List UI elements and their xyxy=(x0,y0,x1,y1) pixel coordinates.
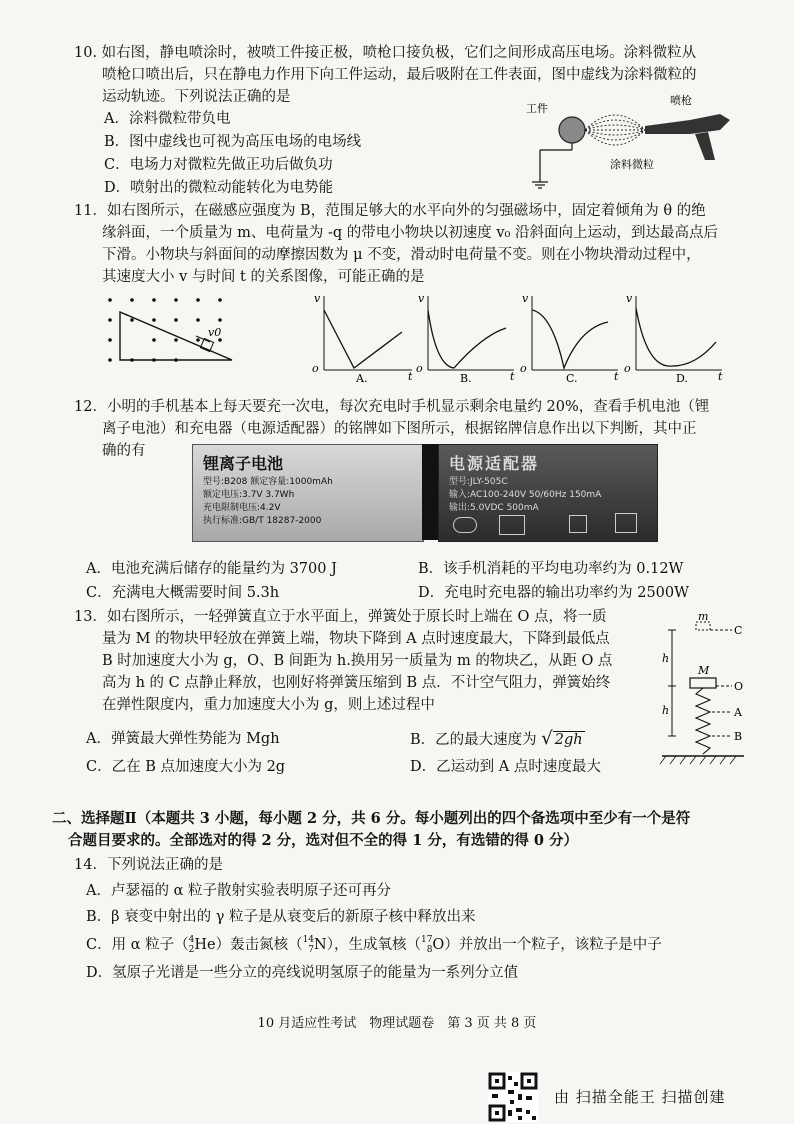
electrostatic-spray-figure xyxy=(520,90,745,190)
particle-trajectories xyxy=(585,115,645,145)
svg-text:o: o xyxy=(624,362,631,375)
graph-c xyxy=(520,292,619,385)
battery-line: 执行标准:GB/T 18287-2000 xyxy=(203,516,322,526)
workpiece-icon xyxy=(559,117,585,143)
q11-line-1: 11．如右图所示，在磁感应强度为 B，范围足够大的水平向外的匀强磁场中，固定着倾角为 θ 的绝 xyxy=(74,203,706,219)
q11-line-3: 下滑。小物块与斜面间的动摩擦因数为 μ 不变，滑动时电荷量不变。则在小物块滑动过程中， xyxy=(102,247,701,263)
adapter-line: 输出:5.0VDC 500mA xyxy=(449,503,539,513)
graph-a-label: A. xyxy=(356,372,368,385)
indoor-use-icon xyxy=(615,513,637,533)
battery-title: 锂离子电池 xyxy=(203,454,284,473)
q10-option-a: A．涂料微粒带负电 xyxy=(104,111,231,127)
svg-text:v: v xyxy=(418,292,425,305)
svg-text:v: v xyxy=(522,292,529,305)
graph-c-curve xyxy=(532,310,608,368)
nuclide-n: 14 7 xyxy=(302,935,315,955)
section-2-line-2: 合题目要求的。全部选对的得 2 分，选对但不全的得 1 分，有选错的得 0 分） xyxy=(68,832,579,849)
graph-d-label: D. xyxy=(676,372,688,385)
q12-option-a: A．电池充满后储存的能量约为 3700 J xyxy=(86,561,337,577)
label-particles: 涂料微粒 xyxy=(610,158,654,171)
block-M-icon xyxy=(690,678,716,688)
label-v0: v0 xyxy=(208,326,222,339)
q14-option-c xyxy=(86,934,662,956)
q13-option-a: A．弹簧最大弹性势能为 Mgh xyxy=(86,731,280,747)
q10-line-3: 运动轨迹。下列说法正确的是 xyxy=(102,89,291,105)
section-2-heading xyxy=(52,808,752,852)
q13-line-3: B 时加速度大小为 g，O、B 间距为 h.换用另一质量为 m 的物块乙，从距 O 点 xyxy=(102,653,613,669)
q13-line-4: 高为 h 的 C 点静止释放，也刚好将弹簧压缩到 B 点．不计空气阻力，弹簧始终 xyxy=(102,675,611,691)
q13-line-1: 13．如右图所示，一轻弹簧直立于水平面上，弹簧处于原长时上端在 O 点，将一质 xyxy=(74,609,607,625)
graph-b xyxy=(416,292,515,385)
block-m-icon xyxy=(696,622,710,630)
sqrt-icon: √ xyxy=(541,728,553,749)
q12-line-3: 确的有 xyxy=(102,443,146,459)
q14-c-he: He xyxy=(194,937,216,953)
battery-line: 充电限制电压:4.2V xyxy=(203,503,281,513)
adapter-nameplate xyxy=(438,444,658,542)
svg-text:o: o xyxy=(312,362,319,375)
spray-gun-icon xyxy=(645,114,730,134)
graph-d xyxy=(624,292,723,385)
adapter-line: 输入:AC100-240V 50/60Hz 150mA xyxy=(449,490,602,500)
q12-option-d: D．充电时充电器的输出功率约为 2500W xyxy=(418,585,690,601)
q14-c-part: C．用 α 粒子（ xyxy=(86,937,189,953)
q12-line-2: 离子电池）和充电器（电源适配器）的铭牌如下图所示，根据铭牌信息作出以下判断，其中正 xyxy=(102,421,697,437)
section-2-line-1: 二、选择题Ⅱ（本题共 3 小题，每小题 2 分，共 6 分。每小题列出的四个备选项中至少有一个是符 xyxy=(52,810,691,827)
q13-option-c: C．乙在 B 点加速度大小为 2g xyxy=(86,759,286,775)
page-footer: 10 月适应性考试 物理试题卷 第 3 页 共 8 页 xyxy=(257,1016,537,1031)
graph-a-curve xyxy=(324,310,402,368)
spring-icon xyxy=(696,688,710,754)
q13-option-d: D．乙运动到 A 点时速度最大 xyxy=(410,759,601,775)
battery-line: 型号:B208 额定容量:1000mAh xyxy=(203,477,333,487)
svg-text:t: t xyxy=(718,370,723,383)
graph-b-label: B. xyxy=(460,372,472,385)
q10-option-d: D．喷射出的微粒动能转化为电势能 xyxy=(104,180,334,196)
svg-text:o: o xyxy=(520,362,527,375)
adapter-title: 电源适配器 xyxy=(449,454,540,473)
svg-text:M: M xyxy=(698,664,710,677)
nameplate-divider xyxy=(422,444,438,540)
scanner-watermark: 由 扫描全能王 扫描创建 xyxy=(554,1088,726,1106)
q14-c-n: N xyxy=(314,937,327,953)
svg-text:C: C xyxy=(734,624,743,637)
q14-c-part: ），生成氧核（ xyxy=(326,937,421,953)
svg-text:t: t xyxy=(510,370,515,383)
battery-nameplate xyxy=(192,444,424,542)
svg-text:O: O xyxy=(734,680,744,693)
label-workpiece: 工件 xyxy=(526,102,548,115)
question-14-stem: 14．下列说法正确的是 xyxy=(74,857,223,873)
q10-line-2: 喷枪口喷出后，只在静电力作用下向工件运动，最后吸附在工件表面，图中虚线为涂料微粒的 xyxy=(102,67,697,83)
svg-text:t: t xyxy=(614,370,619,383)
label-gun: 喷枪 xyxy=(670,94,692,107)
certification-mark-icon xyxy=(453,517,477,533)
q11-line-4: 其速度大小 v 与时间 t 的关系图像，可能正确的是 xyxy=(102,269,425,285)
q14-c-part: ）轰击氮核（ xyxy=(215,937,303,953)
q10-line-1: 10. 如右图，静电喷涂时，被喷工件接正极，喷枪口接负极，它们之间形成高压电场。涂料微粒从 xyxy=(74,45,697,61)
q14-c-o: O xyxy=(432,937,445,953)
svg-text:t: t xyxy=(408,370,413,383)
q13-line-2: 量为 M 的物块甲轻放在弹簧上端，物块下降到 A 点时速度最大，下降到最低点 xyxy=(102,631,610,647)
qr-code-icon xyxy=(488,1072,538,1122)
q10-option-b: B．图中虚线也可视为高压电场的电场线 xyxy=(104,134,362,150)
svg-text:h: h xyxy=(662,652,670,665)
svg-text:h: h xyxy=(662,704,670,717)
svg-text:v: v xyxy=(314,292,321,305)
q14-option-a: A．卢瑟福的 α 粒子散射实验表明原子还可再分 xyxy=(86,883,391,899)
double-insulation-icon xyxy=(569,515,587,533)
q12-line-1: 12．小明的手机基本上每天要充一次电，每次充电时手机显示剩余电量约 20%，查看手机电池（锂 xyxy=(74,399,710,415)
certification-mark-icon xyxy=(499,515,525,535)
q14-c-part: ）并放出一个粒子，该粒子是中子 xyxy=(444,937,662,953)
q12-option-c: C．充满电大概需要时间 5.3h xyxy=(86,585,280,601)
graph-c-label: C. xyxy=(566,372,578,385)
svg-text:v: v xyxy=(626,292,633,305)
question-13 xyxy=(74,606,654,716)
graph-d-curve xyxy=(636,308,716,366)
q13-option-b-radicand: 2gh xyxy=(554,732,583,748)
spring-figure xyxy=(652,614,752,774)
q10-option-c: C．电场力对微粒先做正功后做负功 xyxy=(104,157,333,173)
magnetic-field-dots xyxy=(108,298,222,362)
q14-option-b: B．β 衰变中射出的 γ 粒子是从衰变后的新原子核中释放出来 xyxy=(86,909,476,925)
nuclide-he: 4 2 xyxy=(188,935,195,955)
svg-text:A: A xyxy=(734,706,742,719)
q12-option-b: B．该手机消耗的平均电功率约为 0.12W xyxy=(418,561,684,577)
battery-line: 额定电压:3.7V 3.7Wh xyxy=(203,490,295,500)
svg-text:B: B xyxy=(734,730,743,743)
graph-a xyxy=(312,292,413,385)
svg-text:o: o xyxy=(416,362,423,375)
svg-text:m: m xyxy=(698,614,709,623)
nuclide-o: 17 8 xyxy=(420,935,433,955)
q14-option-d: D．氢原子光谱是一些分立的亮线说明氢原子的能量为一系列分立值 xyxy=(86,965,519,981)
q13-option-b-text: B．乙的最大速度为 xyxy=(410,732,537,748)
question-11 xyxy=(74,200,744,288)
q11-figures xyxy=(102,292,742,388)
q11-line-2: 缘斜面，一个质量为 m、电荷量为 -q 的带电小物块以初速度 v₀ 沿斜面向上运动，到达最高点后 xyxy=(102,225,718,241)
q13-option-b xyxy=(410,728,585,751)
graph-b-curve xyxy=(428,310,506,368)
q13-line-5: 在弹性限度内，重力加速度大小为 g，则上述过程中 xyxy=(102,697,435,713)
adapter-line: 型号:JLY-505C xyxy=(449,477,508,487)
